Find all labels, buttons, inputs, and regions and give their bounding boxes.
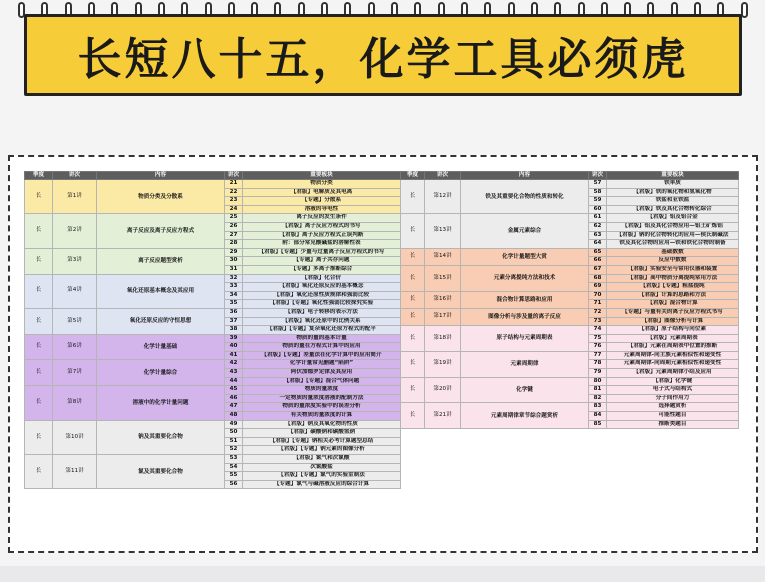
content-cell: 氧化还原反应的守恒思想 (97, 308, 225, 334)
topic-cell: 【君版】【专题】钠相关必考计算题型总结 (243, 437, 401, 446)
lesson-cell: 第1讲 (53, 180, 97, 214)
season-cell: 长 (401, 351, 425, 377)
topic-cell: 【君版】钠及其氧化物的性质 (243, 420, 401, 429)
lecture-number-cell: 25 (225, 214, 243, 223)
lecture-number-cell: 31 (225, 265, 243, 274)
lesson-cell: 第13讲 (425, 214, 461, 248)
season-cell: 长 (401, 403, 425, 429)
lecture-number-cell: 30 (225, 257, 243, 266)
topic-cell: 【君版】碳酸钠和碳酸氢钠 (243, 429, 401, 438)
lesson-cell: 第21讲 (425, 403, 461, 429)
season-cell: 长 (401, 308, 425, 325)
lecture-number-cell: 54 (225, 463, 243, 472)
lecture-number-cell: 81 (589, 386, 607, 395)
topic-cell: 附：部分常见酸碱盐的溶解性表 (243, 240, 401, 249)
content-cell: 氯及其重要化合物 (97, 455, 225, 489)
topic-cell: 一定物质的量浓度溶液的配制方法 (243, 394, 401, 403)
topic-cell: 【君版】离子反应方程式正误判断 (243, 231, 401, 240)
lecture-number-cell: 65 (589, 248, 607, 257)
season-cell: 长 (25, 334, 53, 360)
lecture-number-cell: 82 (589, 394, 607, 403)
lesson-cell: 第18讲 (425, 326, 461, 352)
topic-cell: 【君版】【专题】混合气体问题 (243, 377, 401, 386)
table-row (401, 248, 739, 257)
table-header-row (25, 172, 401, 180)
table-header-row (401, 172, 739, 180)
lecture-number-cell: 48 (225, 412, 243, 421)
topic-cell: 【君版】钠的化合物转化的应用—侯氏制碱法 (607, 231, 739, 240)
topic-cell: 物质分类 (243, 180, 401, 189)
header-lesson: 讲次 (53, 172, 97, 180)
lecture-number-cell: 34 (225, 291, 243, 300)
lecture-number-cell: 56 (225, 480, 243, 489)
lesson-cell: 第14讲 (425, 248, 461, 265)
header-topic: 重要板块 (607, 172, 739, 180)
header-topic: 重要板块 (243, 172, 401, 180)
lecture-number-cell: 26 (225, 222, 243, 231)
lecture-number-cell: 35 (225, 300, 243, 309)
content-cell: 元素分离提纯方法和技术 (461, 265, 589, 291)
lecture-number-cell: 84 (589, 412, 607, 421)
topic-cell: 【君版】氯气和次氯酸 (243, 455, 401, 464)
season-cell: 长 (401, 265, 425, 291)
topic-cell: 【君版】氧化还原反应的基本概念 (243, 283, 401, 292)
table-row (25, 214, 401, 223)
topic-cell: 【君版】【专题】差量法在化学计算中的应用简介 (243, 351, 401, 360)
lecture-number-cell: 22 (225, 188, 243, 197)
content-cell: 化学计量综合 (97, 360, 225, 386)
bottom-toolbar-strip (0, 566, 765, 582)
lesson-cell: 第4讲 (53, 274, 97, 308)
topic-cell: 【君版】实验安全与常用仪器和装置 (607, 265, 739, 274)
table-row (401, 351, 739, 360)
topic-cell: 铁单质 (607, 180, 739, 189)
lecture-number-cell: 71 (589, 300, 607, 309)
content-cell: 铁及其重要化合物的性质和转化 (461, 180, 589, 214)
table-row (401, 265, 739, 274)
lecture-number-cell: 68 (589, 274, 607, 283)
lesson-cell: 第16讲 (425, 291, 461, 308)
season-cell: 长 (401, 291, 425, 308)
table-row (25, 420, 401, 429)
content-cell: 原子结构与元素周期表 (461, 326, 589, 352)
topic-cell: 物质的量的基本计量 (243, 334, 401, 343)
lesson-cell: 第10讲 (53, 420, 97, 454)
topic-cell: 元素周期律-同周期元素相似性和递变性 (607, 360, 739, 369)
topic-cell: 【君版】计算的思路和方法 (607, 291, 739, 300)
lecture-number-cell: 75 (589, 334, 607, 343)
lecture-number-cell: 64 (589, 240, 607, 249)
season-cell: 长 (401, 180, 425, 214)
table-row (25, 334, 401, 343)
topic-cell: 推断类题目 (607, 420, 739, 429)
header-content: 内容 (97, 172, 225, 180)
lesson-cell: 第17讲 (425, 308, 461, 325)
topic-cell: 离子反应的发生条件 (243, 214, 401, 223)
table-row (25, 248, 401, 257)
header-lecture: 讲次 (225, 172, 243, 180)
lecture-number-cell: 85 (589, 420, 607, 429)
lecture-number-cell: 63 (589, 231, 607, 240)
lecture-number-cell: 41 (225, 351, 243, 360)
lesson-cell: 第8讲 (53, 386, 97, 420)
topic-cell: 【君版】【专题】钠元素的图像分析 (243, 446, 401, 455)
lecture-number-cell: 73 (589, 317, 607, 326)
lecture-number-cell: 79 (589, 369, 607, 378)
content-cell: 离子反应及离子反应方程式 (97, 214, 225, 248)
course-sheet (8, 155, 758, 553)
lecture-number-cell: 24 (225, 205, 243, 214)
header-lecture: 讲次 (589, 172, 607, 180)
topic-cell: 化学计量常见删题“陷阱” (243, 360, 401, 369)
lecture-number-cell: 27 (225, 231, 243, 240)
header-content: 内容 (461, 172, 589, 180)
lecture-number-cell: 66 (589, 257, 607, 266)
content-cell: 化学键 (461, 377, 589, 403)
table-row (401, 308, 739, 317)
lecture-number-cell: 38 (225, 326, 243, 335)
lecture-number-cell: 53 (225, 455, 243, 464)
topic-cell: 【君版】铁的氧化物和氢氧化物 (607, 188, 739, 197)
topic-cell: 【君版】电解质及其电离 (243, 188, 401, 197)
lesson-cell: 第7讲 (53, 360, 97, 386)
topic-cell: 分子间作用力 (607, 394, 739, 403)
content-cell: 化学计量基础 (97, 334, 225, 360)
lecture-number-cell: 77 (589, 351, 607, 360)
topic-cell: 【君版】【专题】少量与过量离子反应方程式的书写 (243, 248, 401, 257)
lesson-cell: 第11讲 (53, 455, 97, 489)
lecture-number-cell: 45 (225, 386, 243, 395)
content-cell: 氧化还原基本概念及其应用 (97, 274, 225, 308)
lecture-number-cell: 46 (225, 394, 243, 403)
season-cell: 长 (25, 214, 53, 248)
content-cell: 钠及其重要化合物 (97, 420, 225, 454)
lecture-number-cell: 47 (225, 403, 243, 412)
lesson-cell: 第15讲 (425, 265, 461, 291)
topic-cell: 基础数数 (607, 248, 739, 257)
topic-cell: 反应中数数 (607, 257, 739, 266)
topic-cell: 物质的量浓度实验中的误差分析 (243, 403, 401, 412)
topic-cell: 【君版】【专题】复杂氧化还原方程式的配平 (243, 326, 401, 335)
title-banner (24, 14, 742, 96)
lecture-number-cell: 51 (225, 437, 243, 446)
content-cell: 化学计量题型大赏 (461, 248, 589, 265)
table-row (25, 180, 401, 189)
content-cell: 元素周期律章节综合题赏析 (461, 403, 589, 429)
lecture-number-cell: 58 (589, 188, 607, 197)
course-table-right-body (401, 180, 739, 429)
content-cell: 图像分析与涉及量的离子反应 (461, 308, 589, 325)
topic-cell: 【君版】【专题】氧化性强弱比较探究实验 (243, 300, 401, 309)
header-season: 季度 (25, 172, 53, 180)
content-cell: 物质分类及分散系 (97, 180, 225, 214)
lecture-number-cell: 42 (225, 360, 243, 369)
lecture-number-cell: 74 (589, 326, 607, 335)
topic-cell: 次氯酸盐 (243, 463, 401, 472)
topic-cell: 溶液的导电性 (243, 205, 401, 214)
topic-cell: 选择题赏析 (607, 403, 739, 412)
page-title: 长短八十五，化学工具必须虎 (77, 34, 689, 85)
lesson-cell: 第6讲 (53, 334, 97, 360)
lesson-cell: 第12讲 (425, 180, 461, 214)
topic-cell: 【君版】【专题】氯气的实验室制法 (243, 472, 401, 481)
table-row (25, 386, 401, 395)
topic-cell: 【君版】原子结构与同位素 (607, 326, 739, 335)
topic-cell: 物质的量在方程式计算中的应用 (243, 343, 401, 352)
lesson-cell: 第3讲 (53, 248, 97, 274)
lecture-number-cell: 50 (225, 429, 243, 438)
lecture-number-cell: 52 (225, 446, 243, 455)
season-cell: 长 (25, 308, 53, 334)
lecture-number-cell: 59 (589, 197, 607, 206)
lecture-number-cell: 37 (225, 317, 243, 326)
topic-cell: 【君版】化学键 (607, 377, 739, 386)
lecture-number-cell: 29 (225, 248, 243, 257)
lesson-cell: 第20讲 (425, 377, 461, 403)
table-row (401, 214, 739, 223)
lecture-number-cell: 72 (589, 308, 607, 317)
topic-cell: 电子式与结构式 (607, 386, 739, 395)
season-cell: 长 (401, 326, 425, 352)
season-cell: 长 (401, 248, 425, 265)
header-season: 季度 (401, 172, 425, 180)
season-cell: 长 (25, 420, 53, 454)
topic-cell: 铁及其化合物的应用—铁和铁化合物的制备 (607, 240, 739, 249)
topic-cell: 【君版】铝及铝合金 (607, 214, 739, 223)
topic-cell: 【君版】电子转移的表示方法 (243, 308, 401, 317)
season-cell: 长 (25, 180, 53, 214)
course-table-left-body (25, 180, 401, 489)
lecture-number-cell: 28 (225, 240, 243, 249)
topic-cell: 物质的量浓度 (243, 386, 401, 395)
table-row (401, 377, 739, 386)
lecture-number-cell: 55 (225, 472, 243, 481)
topic-cell: 阿伏加德罗定律及其应用 (243, 369, 401, 378)
lecture-number-cell: 62 (589, 222, 607, 231)
lecture-number-cell: 39 (225, 334, 243, 343)
table-row (25, 455, 401, 464)
season-cell: 长 (25, 455, 53, 489)
lecture-number-cell: 61 (589, 214, 607, 223)
topic-cell: 【君版】化合价 (243, 274, 401, 283)
lecture-number-cell: 67 (589, 265, 607, 274)
table-row (25, 360, 401, 369)
table-row (401, 291, 739, 300)
topic-cell: 【专题】与量有关的离子反应方程式书写 (607, 308, 739, 317)
lecture-number-cell: 76 (589, 343, 607, 352)
topic-cell: 【君版】氧化还原性质规律和强弱比较 (243, 291, 401, 300)
lecture-number-cell: 78 (589, 360, 607, 369)
lecture-number-cell: 80 (589, 377, 607, 386)
table-row (401, 326, 739, 335)
topic-cell: 【专题】离子共存问题 (243, 257, 401, 266)
content-cell: 元素周期律 (461, 351, 589, 377)
lecture-number-cell: 21 (225, 180, 243, 189)
content-cell: 离子反应题型赏析 (97, 248, 225, 274)
lecture-number-cell: 44 (225, 377, 243, 386)
topic-cell: 可能性题目 (607, 412, 739, 421)
season-cell: 长 (25, 248, 53, 274)
topic-cell: 铁盐和亚铁盐 (607, 197, 739, 206)
lecture-number-cell: 36 (225, 308, 243, 317)
topic-cell: 【专题】多离子推断综合 (243, 265, 401, 274)
lecture-number-cell: 70 (589, 291, 607, 300)
table-row (401, 403, 739, 412)
lecture-number-cell: 57 (589, 180, 607, 189)
content-cell: 混合物计算思路和应用 (461, 291, 589, 308)
topic-cell: 【君版】氧化还原中的比例关系 (243, 317, 401, 326)
lecture-number-cell: 23 (225, 197, 243, 206)
topic-cell: 【君版】离子反应方程式的书写 (243, 222, 401, 231)
topic-cell: 【君版】铝及其化合物应用—铝土矿炼铝 (607, 222, 739, 231)
topic-cell: 【专题】氯气与碱溶液反应的综合计算 (243, 480, 401, 489)
season-cell: 长 (25, 274, 53, 308)
lecture-number-cell: 60 (589, 205, 607, 214)
content-cell: 金属元素综合 (461, 214, 589, 248)
topic-cell: 元素周期律-同主族元素相似性和递变性 (607, 351, 739, 360)
lecture-number-cell: 32 (225, 274, 243, 283)
season-cell: 长 (401, 214, 425, 248)
lecture-number-cell: 69 (589, 283, 607, 292)
topic-cell: 【君版】铁及其化合物转化综合 (607, 205, 739, 214)
lecture-number-cell: 49 (225, 420, 243, 429)
topic-cell: 【君版】元素周期律小结及应用 (607, 369, 739, 378)
topic-cell: 【君版】混合物计算 (607, 300, 739, 309)
topic-cell: 【君版】元素在周期表中位置的推断 (607, 343, 739, 352)
topic-cell: 有关物质的量浓度的计算 (243, 412, 401, 421)
course-table-right (400, 171, 739, 429)
topic-cell: 【君版】【专题】粗盐提纯 (607, 283, 739, 292)
season-cell: 长 (25, 360, 53, 386)
table-row (25, 308, 401, 317)
table-row (25, 274, 401, 283)
lesson-cell: 第19讲 (425, 351, 461, 377)
lesson-cell: 第5讲 (53, 308, 97, 334)
table-row (401, 180, 739, 189)
lecture-number-cell: 43 (225, 369, 243, 378)
lecture-number-cell: 83 (589, 403, 607, 412)
header-lesson: 讲次 (425, 172, 461, 180)
topic-cell: 【君版】图像分析与计算 (607, 317, 739, 326)
course-table-left (24, 171, 401, 489)
lesson-cell: 第2讲 (53, 214, 97, 248)
topic-cell: 【专题】分散系 (243, 197, 401, 206)
season-cell: 长 (25, 386, 53, 420)
topic-cell: 【君版】元素周期表 (607, 334, 739, 343)
lecture-number-cell: 33 (225, 283, 243, 292)
season-cell: 长 (401, 377, 425, 403)
content-cell: 溶液中的化学计量问题 (97, 386, 225, 420)
topic-cell: 【君版】高中物质分离提纯常用方法 (607, 274, 739, 283)
lecture-number-cell: 40 (225, 343, 243, 352)
